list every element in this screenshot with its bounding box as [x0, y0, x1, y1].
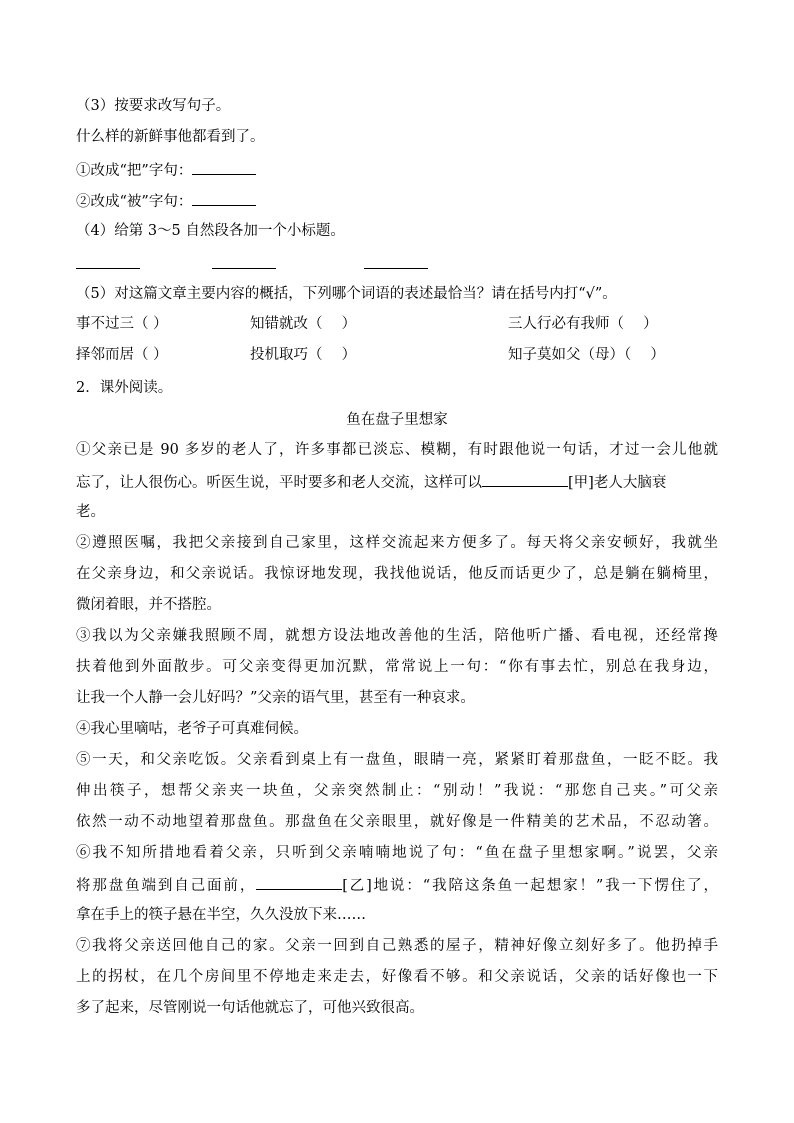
q4-heading: （4）给第 3～5 自然段各加一个小标题。 [76, 223, 345, 239]
paragraph-text: 忘了，让人很伤心。听医生说，平时要多和老人交流，这样可以 [76, 475, 482, 491]
paragraph-text: [甲]老人大脑衰 [568, 475, 667, 491]
paragraph-line: 微闭着眼，并不搭腔。 [76, 597, 221, 613]
paragraph-line: ②遵照医嘱，我把父亲接到自己家里，这样交流起来方便多了。每天将父亲安顿好，我就坐 [76, 535, 718, 551]
paragraph-line [76, 471, 718, 493]
title-blank-3[interactable] [364, 268, 428, 269]
option-5[interactable]: 投机取巧（ ） [250, 347, 357, 363]
paragraph-line: 上的拐杖，在几个房间里不停地走来走去，好像看不够。和父亲说话，父亲的话好像也一下 [76, 969, 718, 985]
paragraph-line: 伸出筷子，想帮父亲夹一块鱼，父亲突然制止：“别动！”我说：“那您自己夹。”可父亲 [76, 783, 718, 799]
option-1[interactable]: 事不过三（ ） [76, 316, 168, 332]
option-2[interactable]: 知错就改（ ） [250, 316, 357, 332]
article-title: 鱼在盘子里想家 [346, 412, 448, 428]
paragraph-line: 多了起来，尽管刚说一句话他就忘了，可他兴致很高。 [76, 1000, 424, 1016]
paragraph-line: 依然一动不动地望着那盘鱼。那盘鱼在父亲眼里，就好像是一件精美的艺术品，不忍动箸。 [76, 814, 718, 830]
blank-jia[interactable] [482, 471, 568, 487]
answer-blank[interactable] [192, 190, 256, 206]
paragraph-line: ⑤一天，和父亲吃饭。父亲看到桌上有一盘鱼，眼睛一亮，紧紧盯着那盘鱼，一眨不眨。我 [76, 752, 718, 768]
blank-yi[interactable] [256, 874, 342, 890]
paragraph-line: ⑥我不知所措地看着父亲，只听到父亲喃喃地说了句：“鱼在盘子里想家啊。”说罢，父亲 [76, 845, 718, 861]
q3-sentence: 什么样的新鲜事他都看到了。 [76, 129, 265, 145]
paragraph-line: ③我以为父亲嫌我照顾不周，就想方设法地改善他的生活，陪他听广播、看电视，还经常搀 [76, 628, 718, 644]
answer-blank[interactable] [192, 159, 256, 175]
q3-item1-label: ①改成“把”字句： [76, 163, 193, 179]
title-blank-2[interactable] [212, 268, 276, 269]
paragraph-line: 让我一个人静一会儿好吗？”父亲的语气里，甚至有一种哀求。 [76, 690, 475, 706]
section2-heading: 2．课外阅读。 [76, 380, 173, 396]
q3-item1 [76, 159, 256, 181]
option-3[interactable]: 三人行必有我师（ ） [508, 316, 658, 332]
q5-heading: （5）对这篇文章主要内容的概括，下列哪个词语的表述最恰当？请在括号内打“√”。 [76, 286, 617, 302]
paragraph-line: ①父亲已是 90 多岁的老人了，许多事都已淡忘、模糊，有时跟他说一句话，才过一会儿他就 [76, 442, 718, 458]
paragraph-line: 在父亲身边，和父亲说话。我惊讶地发现，我找他说话，他反而话更少了，总是躺在躺椅里， [76, 566, 718, 582]
paragraph-line: 老。 [76, 504, 105, 520]
option-6[interactable]: 知子莫如父（母）（ ） [508, 347, 665, 363]
q3-item2-label: ②改成“被”字句： [76, 194, 193, 210]
paragraph-line: ④我心里嘀咕，老爷子可真难伺候。 [76, 721, 308, 737]
q3-heading: （3）按要求改写句子。 [76, 98, 231, 114]
paragraph-text: [乙]地说：“我陪这条鱼一起想家！”我一下愣住了， [342, 878, 719, 894]
title-blank-1[interactable] [76, 268, 140, 269]
paragraph-line [76, 874, 718, 896]
option-4[interactable]: 择邻而居（ ） [76, 347, 168, 363]
q3-item2 [76, 190, 256, 212]
paragraph-line: 扶着他到外面散步。可父亲变得更加沉默，常常说上一句：“你有事去忙，别总在我身边， [76, 659, 718, 675]
paragraph-text: 将那盘鱼端到自己面前， [76, 878, 257, 894]
paragraph-line: ⑦我将父亲送回他自己的家。父亲一回到自己熟悉的屋子，精神好像立刻好多了。他扔掉手 [76, 938, 718, 954]
paragraph-line: 拿在手上的筷子悬在半空，久久没放下来…… [76, 907, 366, 923]
